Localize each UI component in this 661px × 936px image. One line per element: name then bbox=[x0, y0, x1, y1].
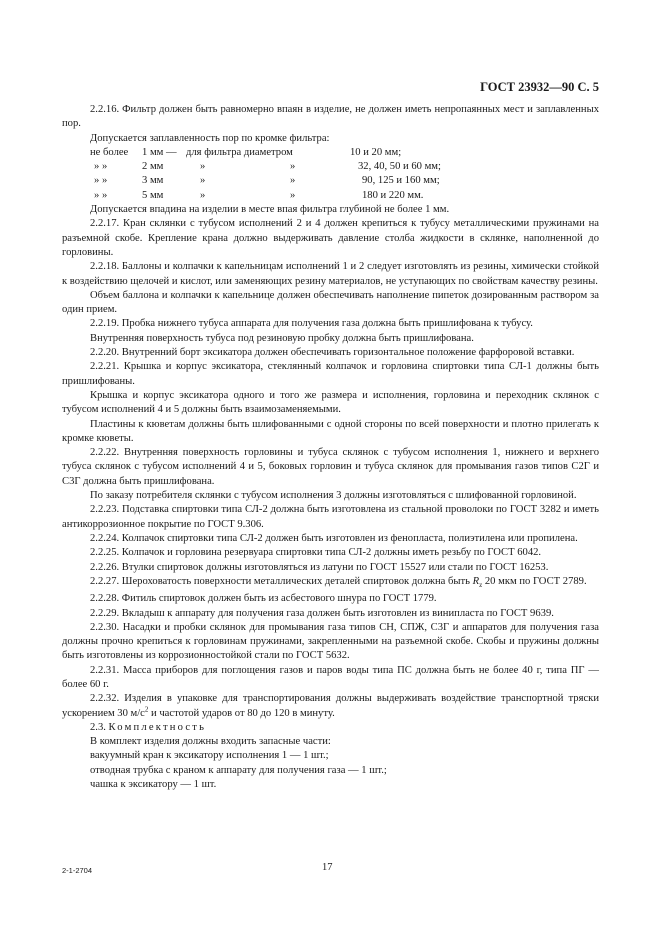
table-cell: » bbox=[290, 189, 296, 201]
paragraph: 2.2.20. Внутренний борт эксикатора должен обеспечивать горизонтальное положение фарфоровой вставки. bbox=[90, 347, 575, 359]
footer-code: 2-1-2704 bbox=[62, 866, 93, 875]
table-cell: » bbox=[290, 175, 296, 187]
table-cell: 32, 40, 50 и 60 мм; bbox=[358, 161, 441, 173]
paragraph: 2.2.30. Насадки и пробки склянок для промывания газа типов СН, СПЖ, С3Г и аппаратов для получения газа должны прочно крепиться к горловинам пружинами, закрепленными на разъемной скобе. Скобы и пружины должны быть изготовлены из коррозионностойкой стали по ГОСТ 5632. bbox=[62, 621, 599, 662]
table-cell: » » bbox=[94, 189, 108, 201]
page-number: 17 bbox=[322, 862, 333, 873]
section-heading bbox=[62, 721, 599, 735]
paragraph: 2.2.22. Внутренняя поверхность горловины и тубуса склянок с тубусом исполнения 1, нижнего и верхнего тубуса склянок с тубусом исполнений 4 и 5, боковых горловин и тубуса склянок для промывания газов типов С2Г и С3Г должна быть пришлифована. bbox=[62, 447, 599, 487]
paragraph: 2.2.29. Вкладыш к аппарату для получения газа должен быть изготовлен из винипласта по ГОСТ 9639. bbox=[90, 607, 554, 619]
table-cell: » » bbox=[94, 175, 108, 187]
text-run: и частотой ударов от 80 до 120 в минуту. bbox=[148, 707, 335, 719]
paragraph: Внутренняя поверхность тубуса под резиновую пробку должна быть пришлифована. bbox=[90, 332, 474, 344]
paragraph: 2.2.25. Колпачок и горловина резервуара спиртовки типа СЛ-2 должны иметь резьбу по ГОСТ 6042. bbox=[90, 547, 542, 559]
list-item: отводная трубка с краном к аппарату для получения газа — 1 шт.; bbox=[90, 764, 387, 776]
table-cell: » bbox=[290, 161, 296, 173]
paragraph: В комплект изделия должны входить запасные части: bbox=[90, 736, 331, 748]
page-header: ГОСТ 23932—90 С. 5 bbox=[480, 80, 599, 94]
paragraph bbox=[62, 692, 599, 721]
paragraph: 2.2.16. Фильтр должен быть равномерно впаян в изделие, не должен иметь непропаянных мест и заплавленных пор. bbox=[62, 104, 599, 130]
paragraph: Пластины к кюветам должны быть шлифованными с одной стороны по всей поверхности и плотно прилегать к кромке кюветы. bbox=[62, 418, 599, 444]
table-cell: » bbox=[200, 161, 206, 173]
paragraph: Допускается впадина на изделии в месте впая фильтра глубиной не более 1 мм. bbox=[90, 204, 450, 216]
paragraph: 2.2.19. Пробка нижнего тубуса аппарата для получения газа должна быть пришлифована к тубусу. bbox=[90, 318, 533, 330]
paragraph: По заказу потребителя склянки с тубусом исполнения 3 должны изготовляться с шлифованной горловиной. bbox=[90, 490, 577, 502]
paragraph bbox=[62, 575, 599, 592]
roughness-symbol: R bbox=[472, 575, 480, 587]
section-number: 2.3. bbox=[90, 721, 109, 733]
table-row bbox=[90, 146, 441, 160]
pore-size-table bbox=[90, 146, 441, 203]
paragraph: 2.2.26. Втулки спиртовок должны изготовляться из латуни по ГОСТ 15527 или стали по ГОСТ 16253. bbox=[90, 561, 549, 573]
table-cell: 90, 125 и 160 мм; bbox=[362, 175, 440, 187]
roughness-subscript: z bbox=[479, 580, 483, 589]
table-cell: 2 мм bbox=[142, 161, 164, 173]
paragraph: 2.2.18. Баллоны и колпачки к капельницам исполнений 1 и 2 следует изготовлять из резины, химически стойкой к воздействию щелочей и кислот, или заменяющих резину материалов, не уступающих по свойствам качеству резины. bbox=[62, 261, 599, 287]
paragraph: Крышка и корпус эксикатора одного и того же размера и исполнения, горловина и переходник склянок с тубусом исполнений 4 и 5 должны быть взаимозаменяемыми. bbox=[62, 389, 599, 416]
list-item: вакуумный кран к эксикатору исполнения 1 — 1 шт.; bbox=[90, 750, 329, 762]
paragraph: 2.2.31. Масса приборов для поглощения газов и паров воды типа ПС должна быть не более 40 г, типа ПГ — более 60 г. bbox=[62, 664, 599, 690]
table-row bbox=[90, 160, 441, 174]
table-cell: » bbox=[200, 175, 206, 187]
table-cell: 1 мм — bbox=[142, 146, 177, 158]
table-cell: 10 и 20 мм; bbox=[350, 146, 402, 158]
table-cell: для фильтра диаметром bbox=[186, 146, 293, 158]
text-run: 20 мкм по ГОСТ 2789. bbox=[482, 575, 587, 587]
document-body bbox=[62, 103, 599, 792]
table-row bbox=[90, 174, 441, 188]
list-item: чашка к эксикатору — 1 шт. bbox=[90, 779, 217, 791]
table-cell: » bbox=[200, 189, 206, 201]
paragraph: Допускается заплавленность пор по кромке фильтра: bbox=[90, 132, 330, 144]
table-cell: не более bbox=[90, 146, 129, 158]
table-cell: 5 мм bbox=[142, 189, 164, 201]
section-title: Комплектность bbox=[108, 721, 207, 733]
paragraph: Объем баллона и колпачки к капельнице должен обеспечивать наполнение пипеток дозированным раствором за один прием. bbox=[62, 289, 599, 316]
table-cell: 180 и 220 мм. bbox=[362, 189, 424, 201]
table-row bbox=[90, 189, 441, 203]
paragraph: 2.2.28. Фитиль спиртовок должен быть из асбестового шнура по ГОСТ 1779. bbox=[90, 593, 437, 605]
paragraph: 2.2.23. Подставка спиртовки типа СЛ-2 должна быть изготовлена из стальной проволоки по ГОСТ 3282 и иметь антикоррозионное покрытие по ГОСТ 9.306. bbox=[62, 504, 599, 530]
paragraph: 2.2.21. Крышка и корпус эксикатора, стеклянный колпачок и горловина спиртовки типа СЛ-1 должны быть пришлифованы. bbox=[62, 361, 599, 387]
table-cell: 3 мм bbox=[142, 175, 164, 187]
superscript: 2 bbox=[144, 705, 149, 714]
paragraph: 2.2.24. Колпачок спиртовки типа СЛ-2 должен быть изготовлен из фенопласта, полиэтилена или пропилена. bbox=[90, 532, 578, 544]
text-run: 2.2.27. Шероховатость поверхности металлических деталей спиртовок должна быть bbox=[90, 575, 473, 587]
text-run: 2.2.32. Изделия в упаковке для транспортирования должны выдерживать воздействие транспортной тряски ускорением 30 м/с bbox=[62, 693, 599, 719]
table-cell: » » bbox=[94, 161, 108, 173]
paragraph: 2.2.17. Кран склянки с тубусом исполнений 2 и 4 должен крепиться к тубусу металлическими пружинами на разъемной скобе. Крепление крана должно выдерживать давление столба жидкости в склянке, наполненной до горловины. bbox=[62, 218, 599, 258]
